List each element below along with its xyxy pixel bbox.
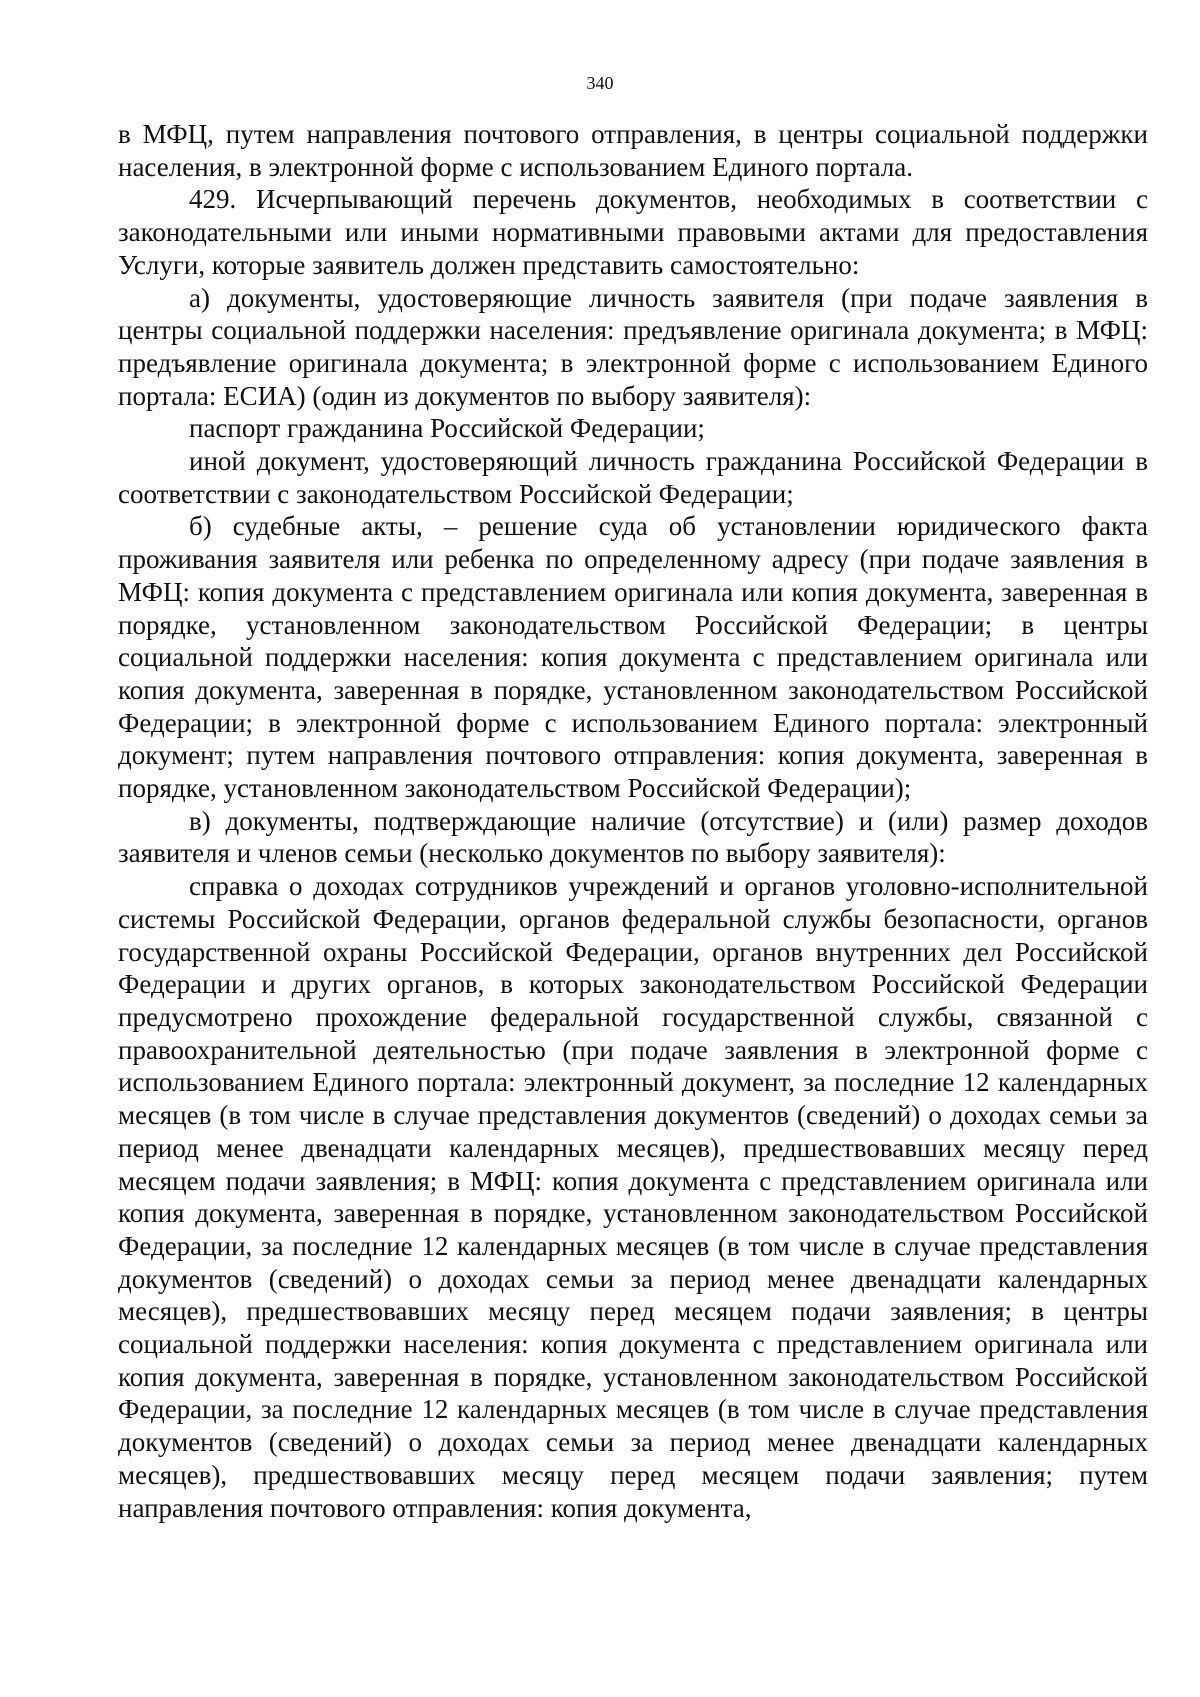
paragraph-subitem-a: а) документы, удостоверяющие личность заявителя (при подаче заявления в центры социальной поддержки населения: предъявление оригинала документа; в МФЦ: предъявление оригинала документа; в электронной форме с использованием Единого портала: ЕСИА) (один из документов по выбору заявителя):	[118, 282, 1148, 411]
paragraph-item-429: 429. Исчерпывающий перечень документов, необходимых в соответствии с законодательными или иными нормативными правовыми актами для предоставления Услуги, которые заявитель должен представить самостоятельно:	[118, 184, 1148, 280]
paragraph-income-certificate: справка о доходах сотрудников учреждений и органов уголовно-исполнительной системы Российской Федерации, органов федеральной службы безопасности, органов государственной охраны Российской Федерации, органов внутренних дел Российской Федерации и других органов, в которых законодательством Российской Федерации предусмотрено прохождение федеральной государственной службы, связанной с правоохранительной деятельностью (при подаче заявления в электронной форме с использованием Единого портала: электронный документ, за последние 12 календарных месяцев (в том числе в случае представления документов (сведений) о доходах семьи за период менее двенадцати календарных месяцев), предшествовавших месяцу перед месяцем подачи заявления; в МФЦ: копия документа с представлением оригинала или копия документа, заверенная в порядке, установленном законодательством Российской Федерации, за последние 12 календарных месяцев (в том числе в случае представления документов (сведений) о доходах семьи за период менее двенадцати календарных месяцев), предшествовавших месяцу перед месяцем подачи заявления; в центры социальной поддержки населения: копия документа с представлением оригинала или копия документа, заверенная в порядке, установленном законодательством Российской Федерации, за последние 12 календарных месяцев (в том числе в случае представления документов (сведений) о доходах семьи за период менее двенадцати календарных месяцев), предшествовавших месяцу перед месяцем подачи заявления; путем направления почтового отправления: копия документа,	[118, 871, 1148, 1523]
page-number: 340	[586, 73, 614, 93]
paragraph-subitem-b: б) судебные акты, – решение суда об установлении юридического факта проживания заявителя или ребенка по определенному адресу (при подаче заявления в МФЦ: копия документа с представлением оригинала или копия документа, заверенная в порядке, установленном законодательством Российской Федерации; в центры социальной поддержки населения: копия документа с представлением оригинала или копия документа, заверенная в порядке, установленном законодательством Российской Федерации; в электронной форме с использованием Единого портала: электронный документ; путем направления почтового отправления: копия документа, заверенная в порядке, установленном законодательством Российской Федерации);	[118, 511, 1148, 804]
paragraph-passport: паспорт гражданина Российской Федерации;	[189, 413, 705, 444]
paragraph-subitem-v: в) документы, подтверждающие наличие (отсутствие) и (или) размер доходов заявителя и членов семьи (несколько документов по выбору заявителя):	[118, 805, 1148, 869]
document-body	[118, 118, 1148, 1524]
paragraph-other-identity-document: иной документ, удостоверяющий личность гражданина Российской Федерации в соответствии с законодательством Российской Федерации;	[118, 446, 1148, 509]
paragraph-continuation: в МФЦ, путем направления почтового отправления, в центры социальной поддержки населения, в электронной форме с использованием Единого портала.	[118, 119, 1148, 182]
